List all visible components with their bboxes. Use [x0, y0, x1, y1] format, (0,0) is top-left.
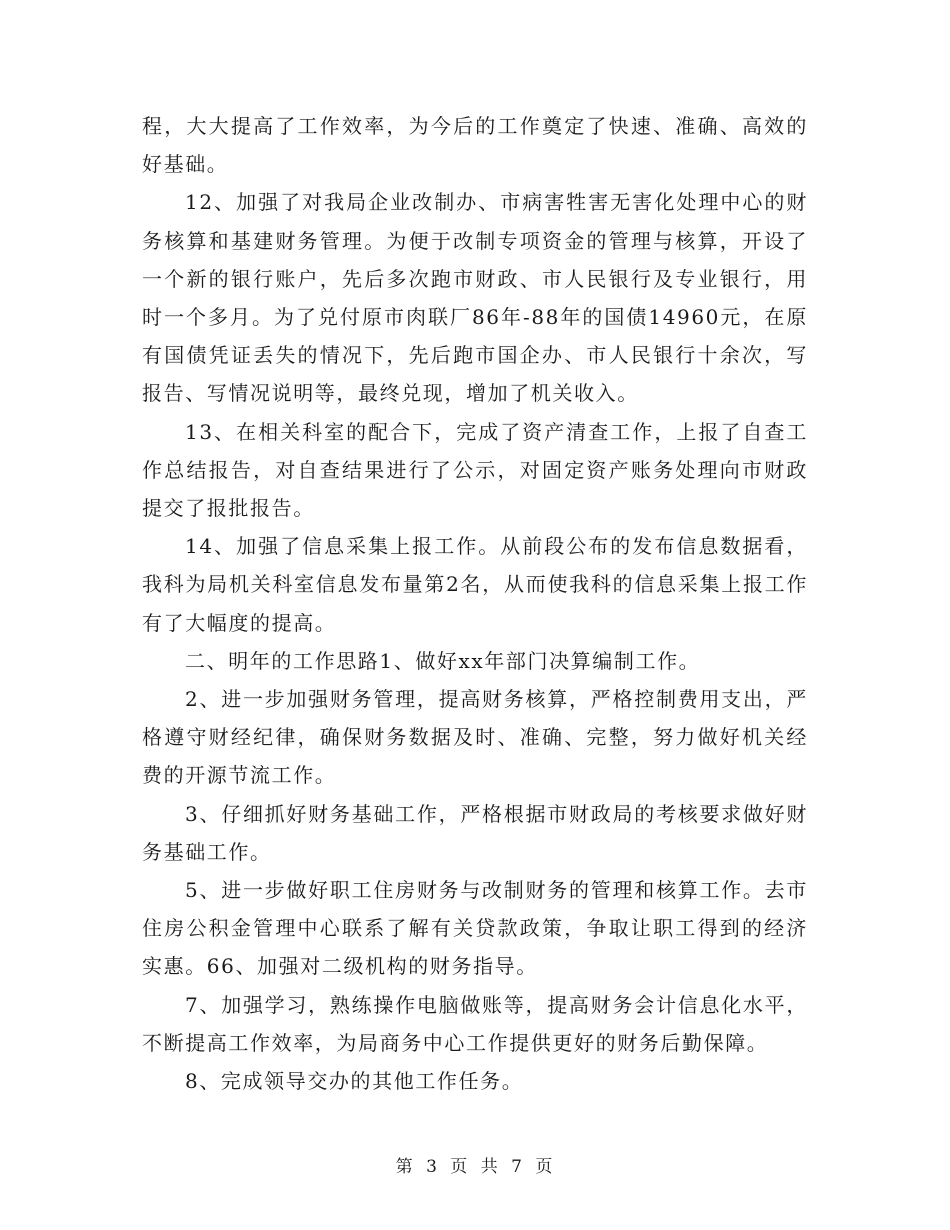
paragraph-item-2: 2、进一步加强财务管理，提高财务核算，严格控制费用支出，严格遵守财经纪律，确保财务数据及时、准确、完整，努力做好机关经费的开源节流工作。: [142, 687, 808, 788]
paragraph-item-12: 12、加强了对我局企业改制办、市病害牲害无害化处理中心的财务核算和基建财务管理。为便于改制专项资金的管理与核算，开设了一个新的银行账户，先后多次跑市财政、市人民银行及专业银行，用时一个多月。为了兑付原市肉联厂86年-88年的国债14960元，在原有国债凭证丢失的情况下，先后跑市国企办、市人民银行十余次，写报告、写情况说明等，最终兑现，增加了机关收入。: [142, 190, 808, 406]
document-body: [142, 107, 808, 1100]
paragraph-item-14: 14、加强了信息采集上报工作。从前段公布的发布信息数据看，我科为局机关科室信息发布量第2名，从而使我科的信息采集上报工作有了大幅度的提高。: [142, 534, 808, 635]
paragraph-item-5: 5、进一步做好职工住房财务与改制财务的管理和核算工作。去市住房公积金管理中心联系了解有关贷款政策，争取让职工得到的经济实惠。66、加强对二级机构的财务指导。: [142, 878, 808, 979]
paragraph-item-3: 3、仔细抓好财务基础工作，严格根据市财政局的考核要求做好财务基础工作。: [142, 801, 808, 864]
paragraph-section-two: 二、明年的工作思路1、做好xx年部门决算编制工作。: [185, 648, 701, 673]
paragraph-item-7: 7、加强学习，熟练操作电脑做账等，提高财务会计信息化水平，不断提高工作效率，为局商务中心工作提供更好的财务后勤保障。: [142, 992, 808, 1055]
paragraph-item-13: 13、在相关科室的配合下，完成了资产清查工作，上报了自查工作总结报告，对自查结果进行了公示，对固定资产账务处理向市财政提交了报批报告。: [142, 419, 808, 521]
paragraph-continuation: 程，大大提高了工作效率，为今后的工作奠定了快速、准确、高效的好基础。: [142, 114, 808, 177]
paragraph-item-8: 8、完成领导交办的其他工作任务。: [185, 1069, 524, 1094]
page-number-footer: 第 3 页 共 7 页: [395, 1157, 555, 1177]
